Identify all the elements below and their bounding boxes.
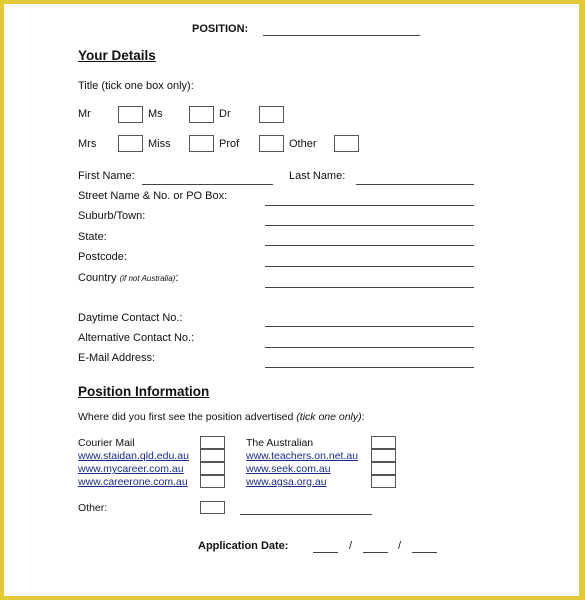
country-note: (if not Australia) bbox=[119, 274, 176, 283]
suburb-line[interactable] bbox=[265, 225, 474, 226]
alt-contact-label: Alternative Contact No.: bbox=[78, 332, 195, 344]
date-year-line[interactable] bbox=[412, 552, 437, 553]
source-mycareer-checkbox[interactable] bbox=[200, 462, 225, 475]
your-details-heading: Your Details bbox=[78, 48, 156, 63]
title-mrs-checkbox[interactable] bbox=[118, 135, 143, 152]
position-label: POSITION: bbox=[192, 23, 249, 35]
postcode-label: Postcode: bbox=[78, 251, 127, 263]
position-info-heading: Position Information bbox=[78, 384, 210, 399]
country-label: Country (if not Australia): bbox=[78, 272, 179, 284]
source-careerone-link[interactable]: www.careerone.com.au bbox=[78, 476, 188, 488]
source-mycareer-link[interactable]: www.mycareer.com.au bbox=[78, 463, 184, 475]
title-ms-checkbox[interactable] bbox=[189, 106, 214, 123]
title-other-checkbox[interactable] bbox=[334, 135, 359, 152]
title-other-label: Other bbox=[289, 138, 317, 150]
form-page bbox=[4, 4, 579, 596]
source-the-australian-checkbox[interactable] bbox=[371, 436, 396, 449]
source-other-line[interactable] bbox=[240, 514, 372, 515]
source-teachers-link[interactable]: www.teachers.on.net.au bbox=[246, 450, 359, 462]
title-mrs-label: Mrs bbox=[78, 138, 97, 150]
source-seek-checkbox[interactable] bbox=[371, 462, 396, 475]
country-line[interactable] bbox=[265, 287, 474, 288]
title-prof-checkbox[interactable] bbox=[259, 135, 284, 152]
date-separator-1: / bbox=[349, 540, 353, 552]
daytime-contact-label: Daytime Contact No.: bbox=[78, 312, 183, 324]
last-name-label: Last Name: bbox=[289, 170, 346, 182]
street-line[interactable] bbox=[265, 205, 474, 206]
daytime-contact-line[interactable] bbox=[265, 326, 474, 327]
title-mr-checkbox[interactable] bbox=[118, 106, 143, 123]
state-line[interactable] bbox=[265, 245, 474, 246]
title-dr-label: Dr bbox=[219, 108, 231, 120]
source-the-australian: The Australian bbox=[246, 437, 314, 449]
source-seek-link[interactable]: www.seek.com.au bbox=[246, 463, 331, 475]
source-other-label: Other: bbox=[78, 502, 108, 514]
advert-prompt: Where did you first see the position advertised (tick one only): bbox=[78, 411, 365, 423]
source-courier-mail-checkbox[interactable] bbox=[200, 436, 225, 449]
source-teachers-checkbox[interactable] bbox=[371, 449, 396, 462]
last-name-line[interactable] bbox=[356, 184, 474, 185]
date-separator-2: / bbox=[398, 540, 402, 552]
source-courier-mail: Courier Mail bbox=[78, 437, 135, 449]
first-name-line[interactable] bbox=[142, 184, 273, 185]
date-day-line[interactable] bbox=[313, 552, 338, 553]
suburb-label: Suburb/Town: bbox=[78, 210, 146, 222]
source-staidan-checkbox[interactable] bbox=[200, 449, 225, 462]
title-miss-checkbox[interactable] bbox=[189, 135, 214, 152]
date-month-line[interactable] bbox=[363, 552, 388, 553]
alt-contact-line[interactable] bbox=[265, 347, 474, 348]
email-label: E-Mail Address: bbox=[78, 352, 156, 364]
title-miss-label: Miss bbox=[148, 138, 171, 150]
title-ms-label: Ms bbox=[148, 108, 163, 120]
source-agsa-checkbox[interactable] bbox=[371, 475, 396, 488]
position-input-line[interactable] bbox=[263, 35, 420, 36]
source-careerone-checkbox[interactable] bbox=[200, 475, 225, 488]
state-label: State: bbox=[78, 231, 107, 243]
postcode-line[interactable] bbox=[265, 266, 474, 267]
source-agsa-link[interactable]: www.agsa.org.au bbox=[246, 476, 327, 488]
first-name-label: First Name: bbox=[78, 170, 135, 182]
advert-prompt-note: (tick one only) bbox=[296, 411, 362, 423]
street-label: Street Name & No. or PO Box: bbox=[78, 190, 228, 202]
source-other-checkbox[interactable] bbox=[200, 501, 225, 514]
title-dr-checkbox[interactable] bbox=[259, 106, 284, 123]
source-staidan-link[interactable]: www.staidan.qld.edu.au bbox=[78, 450, 189, 462]
title-prof-label: Prof bbox=[219, 138, 240, 150]
email-line[interactable] bbox=[265, 367, 474, 368]
application-date-label: Application Date: bbox=[198, 540, 289, 552]
title-mr-label: Mr bbox=[78, 108, 91, 120]
title-prompt: Title (tick one box only): bbox=[78, 80, 194, 92]
